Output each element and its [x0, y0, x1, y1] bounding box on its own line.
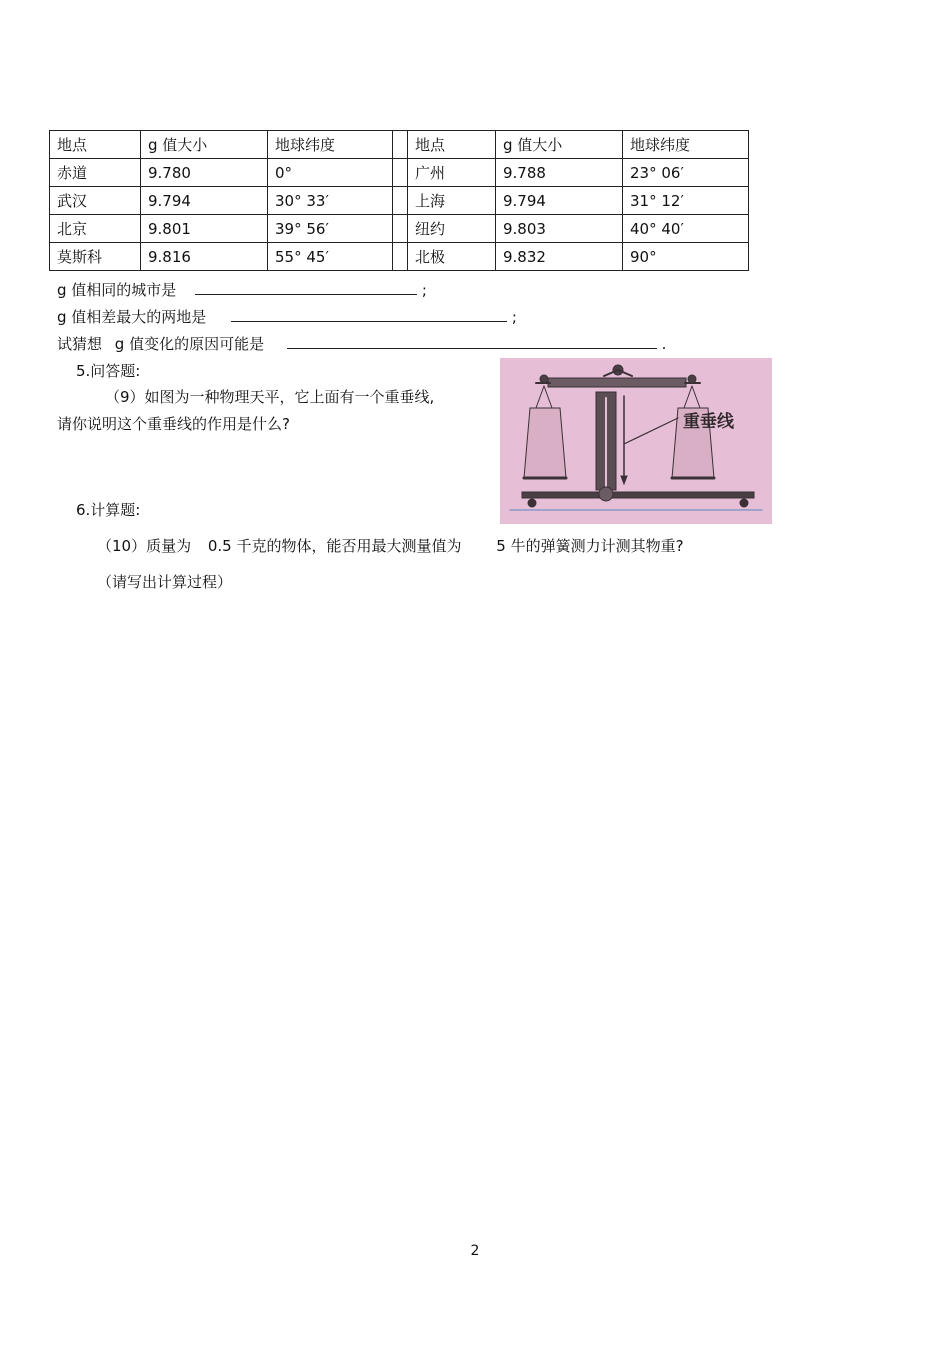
answer-blank[interactable] [195, 279, 417, 295]
table-cell: 9.794 [141, 187, 268, 215]
section-6-heading: 6.计算题: [76, 501, 141, 519]
header-cell: g 值大小 [141, 131, 268, 159]
question-prefix: 试猜想 [57, 335, 103, 353]
table-cell: 武汉 [50, 187, 141, 215]
table-cell: 31° 12′ [623, 187, 749, 215]
table-row [50, 187, 749, 215]
header-cell: 地点 [408, 131, 496, 159]
table-cell: 9.788 [496, 159, 623, 187]
question-end: ; [421, 281, 427, 299]
table-row [50, 159, 749, 187]
table-cell: 30° 33′ [268, 187, 393, 215]
table-cell: 9.780 [141, 159, 268, 187]
table-cell: 9.803 [496, 215, 623, 243]
question-same-g [57, 279, 427, 300]
table-cell: 上海 [408, 187, 496, 215]
question-guess-reason [57, 333, 666, 354]
table-cell: 55° 45′ [268, 243, 393, 271]
table-cell: 9.816 [141, 243, 268, 271]
table-gap [393, 187, 408, 215]
table-header-row [50, 131, 749, 159]
table-gap [393, 159, 408, 187]
question-text: g 值变化的原因可能是 [114, 335, 265, 353]
table-cell: 北极 [408, 243, 496, 271]
question-10-line2: （请写出计算过程） [97, 573, 233, 591]
table-cell: 23° 06′ [623, 159, 749, 187]
question-text: g 值相差最大的两地是 [57, 308, 207, 326]
question-max-diff [57, 306, 517, 327]
question-10-part1: （10）质量为 [97, 537, 192, 555]
table-cell: 90° [623, 243, 749, 271]
table-gap [393, 131, 408, 159]
page-number: 2 [470, 1243, 480, 1259]
table-cell: 北京 [50, 215, 141, 243]
table-cell: 39° 56′ [268, 215, 393, 243]
table-cell: 赤道 [50, 159, 141, 187]
section-5-heading: 5.问答题: [76, 362, 141, 380]
header-cell: 地球纬度 [268, 131, 393, 159]
table-cell: 莫斯科 [50, 243, 141, 271]
table-gap [393, 243, 408, 271]
answer-blank[interactable] [231, 306, 507, 322]
table-cell: 纽约 [408, 215, 496, 243]
table-cell: 9.801 [141, 215, 268, 243]
table-cell: 9.794 [496, 187, 623, 215]
table-row [50, 243, 749, 271]
header-cell: 地点 [50, 131, 141, 159]
question-10-part2: 0.5 千克的物体，能否用最大测量值为 [207, 537, 462, 555]
table-gap [393, 215, 408, 243]
question-10-part3: 5 牛的弹簧测力计测其物重? [496, 537, 684, 555]
physics-balance-figure [500, 358, 772, 524]
answer-blank[interactable] [287, 333, 657, 349]
question-9-line2: 请你说明这个重垂线的作用是什么? [57, 415, 290, 433]
question-end: ; [511, 308, 517, 326]
question-10-line1 [97, 535, 684, 556]
gravity-table [49, 130, 749, 271]
table-cell: 0° [268, 159, 393, 187]
plumb-line-label: 重垂线 [683, 412, 734, 432]
question-text: g 值相同的城市是 [57, 281, 177, 299]
header-cell: g 值大小 [496, 131, 623, 159]
table-cell: 9.832 [496, 243, 623, 271]
question-9-line1: （9）如图为一种物理天平，它上面有一个重垂线, [105, 388, 435, 406]
table-cell: 广州 [408, 159, 496, 187]
table-row [50, 215, 749, 243]
balance-illustration [500, 358, 772, 524]
header-cell: 地球纬度 [623, 131, 749, 159]
table-cell: 40° 40′ [623, 215, 749, 243]
question-end: . [661, 335, 667, 353]
